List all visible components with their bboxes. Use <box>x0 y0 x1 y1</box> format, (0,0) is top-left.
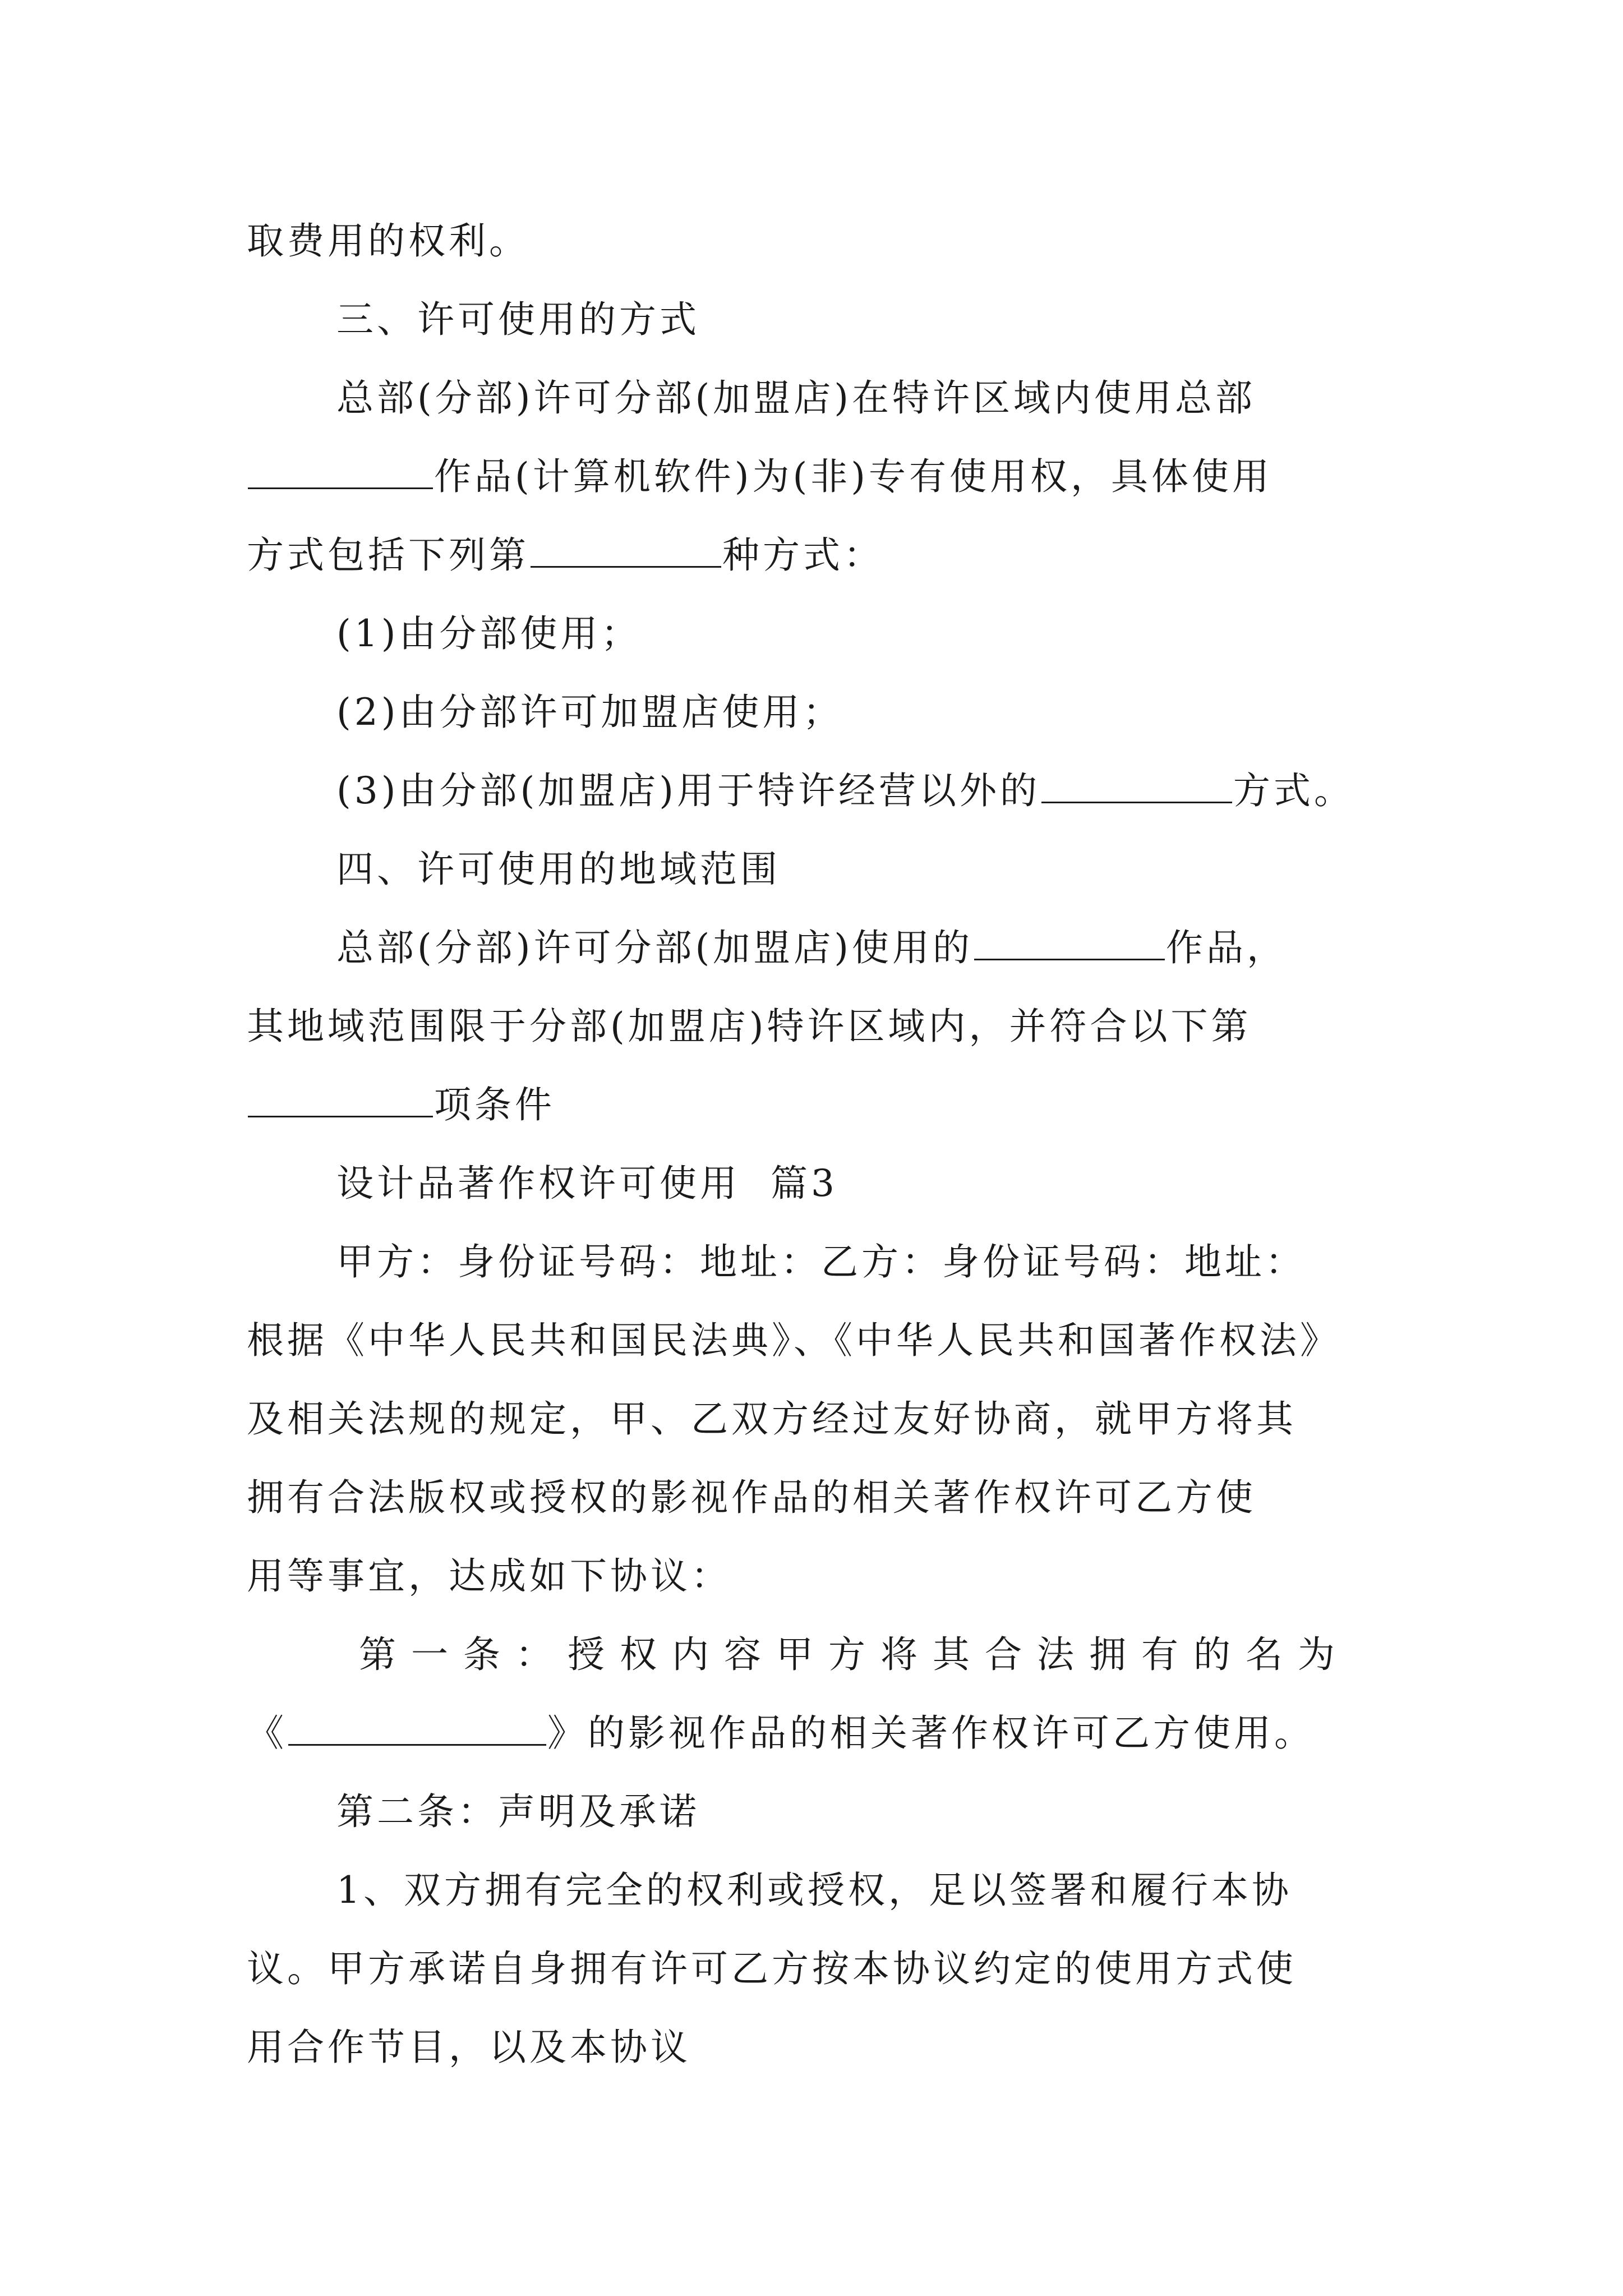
text-segment: (3)由分部(加盟店)用于特许经营以外的 <box>336 769 1040 812</box>
section-heading <box>336 292 700 348</box>
text-line <box>247 449 1272 505</box>
text-segment: 及相关法规的规定，甲、乙双方经过友好协商，就甲方将其 <box>247 1397 1297 1441</box>
text-segment: 作品， <box>1166 926 1287 969</box>
text-line <box>247 1077 555 1133</box>
text-segment: 议。甲方承诺自身拥有许可乙方按本协议约定的使用方式使 <box>247 1947 1297 1990</box>
text-segment: 用等事宜，达成如下协议： <box>247 1554 731 1598</box>
text-segment: 用合作节目，以及本协议 <box>247 2026 691 2069</box>
text-line <box>247 2019 691 2076</box>
list-item <box>336 684 843 740</box>
text-segment: 《 <box>247 1711 287 1755</box>
text-segment: 》的影视作品的相关著作权许可乙方使用。 <box>547 1711 1315 1755</box>
text-segment: 方式。 <box>1233 769 1354 812</box>
text-segment: (1)由分部使用； <box>336 612 642 655</box>
text-segment: 种方式： <box>722 533 884 577</box>
text-segment: 根据《中华人民共和国民法典》、《中华人民共和国著作权法》 <box>247 1319 1340 1362</box>
text-line <box>336 370 1256 426</box>
fill-in-blank[interactable] <box>248 1079 433 1117</box>
text-segment: 第二条：声明及承诺 <box>336 1790 700 1833</box>
text-segment: 作品(计算机软件)为(非)专有使用权，具体使用 <box>434 455 1272 498</box>
text-segment: 总部(分部)许可分部(加盟店)在特许区域内使用总部 <box>336 376 1256 420</box>
text-segment: 总部(分部)许可分部(加盟店)使用的 <box>336 926 973 969</box>
text-segment: 三、许可使用的方式 <box>336 298 700 341</box>
section-heading <box>336 841 781 898</box>
text-line <box>247 1941 1297 1997</box>
text-segment: 第一条：授权内容甲方将其合法拥有的名为 <box>359 1633 1350 1676</box>
text-segment: 取费用的权利。 <box>247 219 529 263</box>
text-line <box>336 1234 1306 1290</box>
text-line <box>247 1391 1297 1447</box>
list-item <box>336 606 642 662</box>
text-line <box>247 1470 1256 1526</box>
section-heading <box>336 1784 700 1840</box>
list-item <box>336 763 1354 819</box>
text-line <box>359 1627 1350 1683</box>
text-segment: 1、双方拥有完全的权利或授权，足以签署和履行本协 <box>336 1869 1292 1912</box>
fill-in-blank[interactable] <box>531 529 721 568</box>
fill-in-blank[interactable] <box>288 1707 546 1746</box>
text-line <box>247 1548 731 1604</box>
text-line <box>247 527 884 583</box>
text-line <box>247 999 1252 1055</box>
text-segment: 方式包括下列第 <box>247 533 529 577</box>
text-line <box>247 1313 1340 1369</box>
text-segment: 拥有合法版权或授权的影视作品的相关著作权许可乙方使 <box>247 1476 1256 1519</box>
fill-in-blank[interactable] <box>974 922 1165 960</box>
text-line <box>336 920 1287 976</box>
text-segment: 项条件 <box>434 1083 555 1126</box>
text-segment: 设计品著作权许可使用 篇3 <box>336 1162 838 1205</box>
section-title <box>336 1156 838 1212</box>
text-segment: 四、许可使用的地域范围 <box>336 848 781 891</box>
text-segment: 甲方：身份证号码：地址：乙方：身份证号码：地址： <box>336 1240 1306 1283</box>
text-segment: 其地域范围限于分部(加盟店)特许区域内，并符合以下第 <box>247 1005 1252 1048</box>
text-segment: (2)由分部许可加盟店使用； <box>336 691 843 734</box>
text-line <box>336 1862 1292 1918</box>
fill-in-blank[interactable] <box>1041 765 1232 803</box>
fill-in-blank[interactable] <box>248 450 433 489</box>
text-line <box>247 1705 1315 1761</box>
text-line <box>247 213 529 269</box>
